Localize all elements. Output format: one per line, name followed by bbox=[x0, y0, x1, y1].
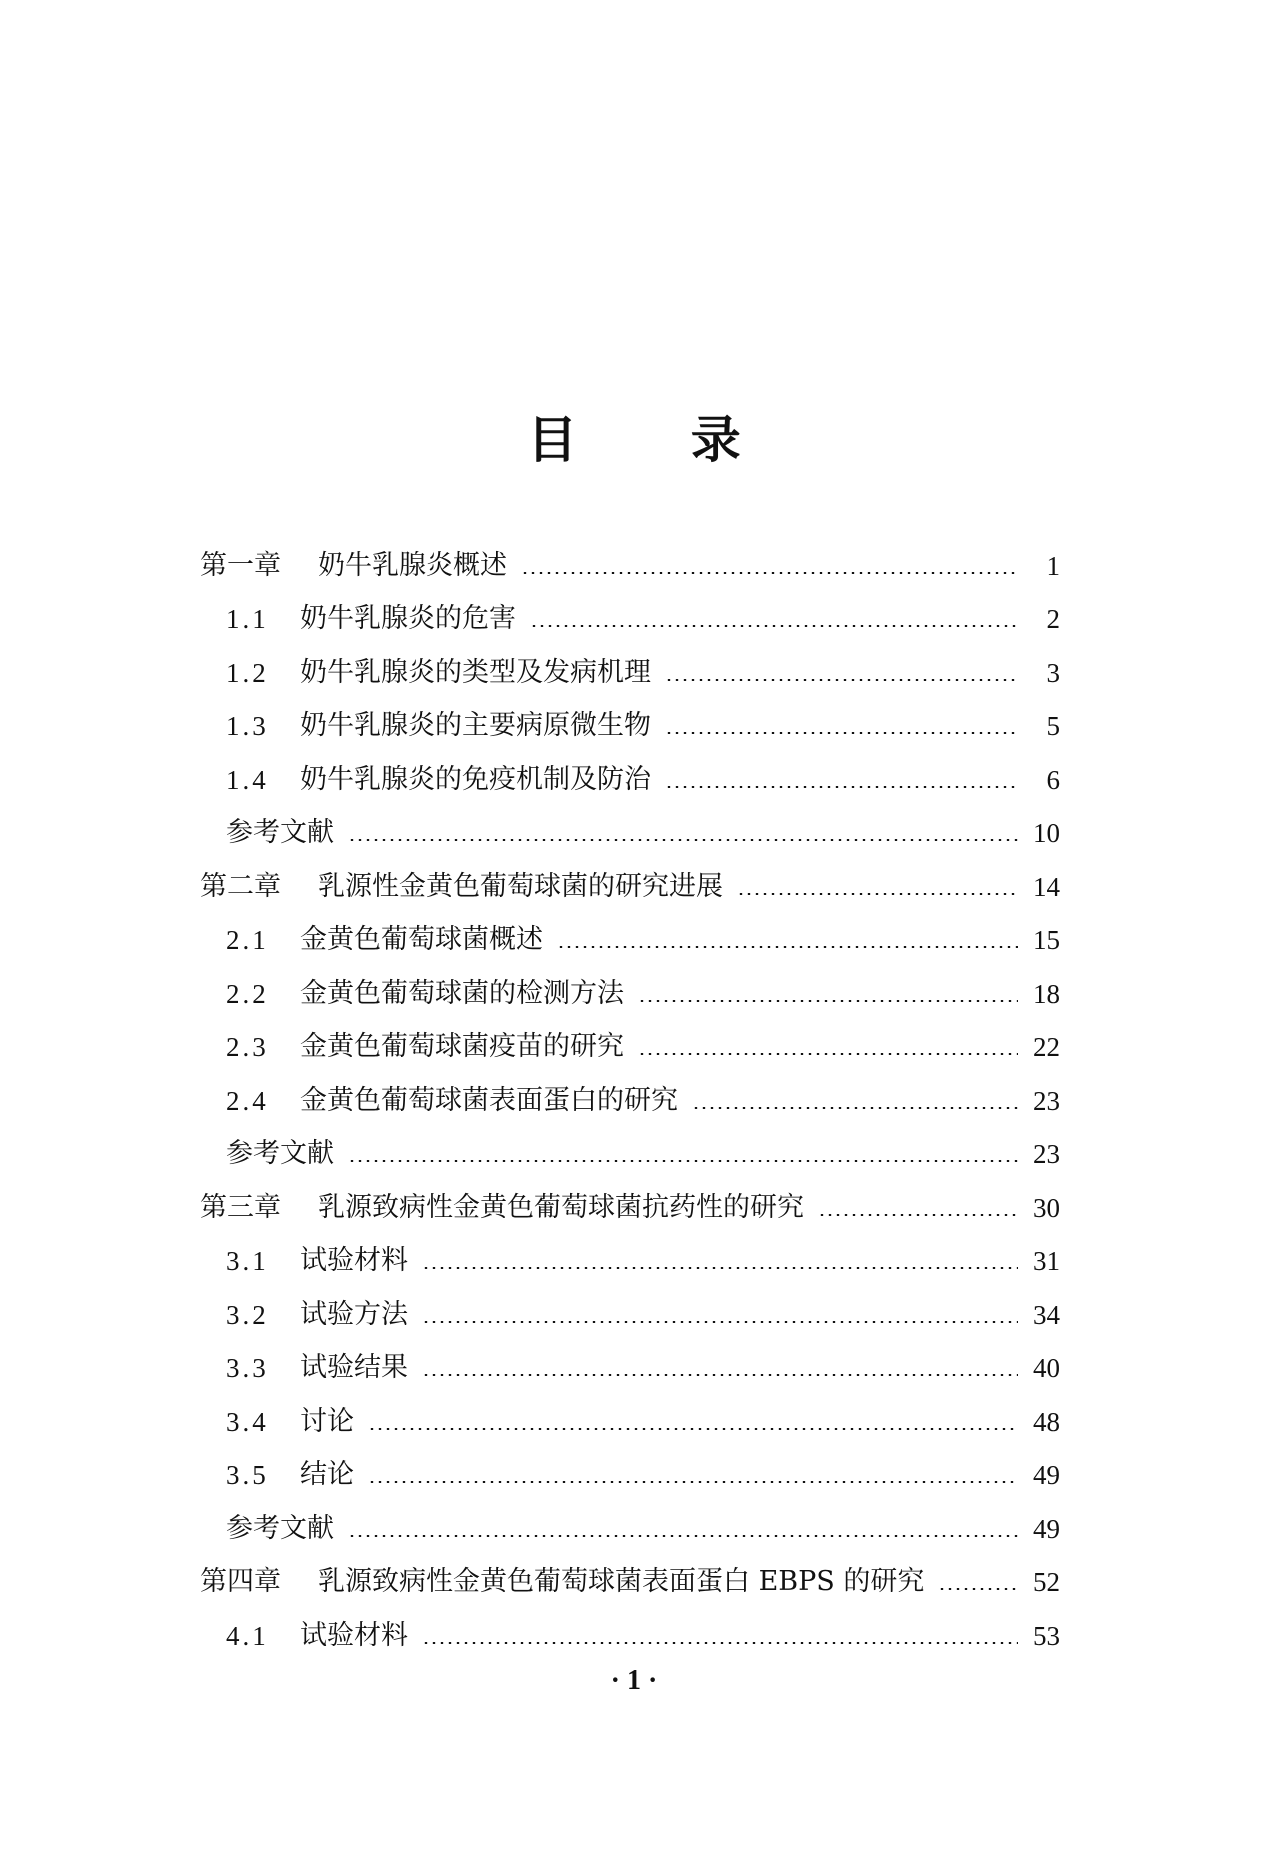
toc-chapter-entry[interactable] bbox=[200, 860, 1060, 914]
toc-entry-number: 1.3 bbox=[226, 711, 269, 742]
toc-chapter-entry[interactable] bbox=[200, 1556, 1060, 1610]
toc-section-entry[interactable] bbox=[200, 1288, 1060, 1342]
toc-section-entry[interactable] bbox=[200, 1021, 1060, 1075]
toc-dot-leader bbox=[422, 1642, 1018, 1644]
toc-entry-page: 1 bbox=[1046, 550, 1060, 581]
toc-entry-page: 10 bbox=[1033, 818, 1060, 849]
toc-dot-leader bbox=[348, 1160, 1018, 1162]
toc-entry-title: 参考文献 bbox=[226, 1138, 334, 1170]
toc-section-entry[interactable] bbox=[200, 1128, 1060, 1182]
toc-entry-title: 试验材料 bbox=[300, 1245, 408, 1277]
page-number: · 1 · bbox=[610, 1665, 658, 1696]
toc-section-entry[interactable] bbox=[200, 1502, 1060, 1556]
toc-entry-title: 乳源致病性金黄色葡萄球菌抗药性的研究 bbox=[318, 1191, 804, 1223]
toc-entry-title: 乳源致病性金黄色葡萄球菌表面蛋白 EBPS 的研究 bbox=[318, 1566, 925, 1598]
toc-entry-title: 参考文献 bbox=[226, 817, 334, 849]
toc-entry-page: 40 bbox=[1033, 1353, 1060, 1384]
toc-entry-page: 52 bbox=[1033, 1567, 1060, 1598]
toc-section-entry[interactable] bbox=[200, 1449, 1060, 1503]
toc-entry-page: 30 bbox=[1033, 1192, 1060, 1223]
toc-entry-title: 试验方法 bbox=[300, 1298, 408, 1330]
toc-entry-page: 22 bbox=[1033, 1032, 1060, 1063]
toc-entry-number: 1.4 bbox=[226, 764, 269, 795]
toc-section-entry[interactable] bbox=[200, 1395, 1060, 1449]
toc-entry-title: 结论 bbox=[300, 1459, 354, 1491]
toc-section-entry[interactable] bbox=[200, 1074, 1060, 1128]
toc-entry-page: 5 bbox=[1046, 711, 1060, 742]
page-title: 目 录 bbox=[527, 411, 789, 469]
toc-entry-number: 3.3 bbox=[226, 1353, 269, 1384]
toc-entry-number: 第二章 bbox=[200, 870, 281, 902]
toc-entry-page: 18 bbox=[1033, 978, 1060, 1009]
toc-section-entry[interactable] bbox=[200, 1609, 1060, 1663]
toc-dot-leader bbox=[665, 679, 1018, 681]
toc-entry-title: 试验结果 bbox=[300, 1352, 408, 1384]
toc-entry-title: 乳源性金黄色葡萄球菌的研究进展 bbox=[318, 870, 723, 902]
toc-entry-title: 奶牛乳腺炎的免疫机制及防治 bbox=[300, 763, 651, 795]
toc-entry-title: 金黄色葡萄球菌概述 bbox=[300, 924, 543, 956]
toc-dot-leader bbox=[422, 1267, 1018, 1269]
toc-dot-leader bbox=[422, 1374, 1018, 1376]
toc-entry-title: 试验材料 bbox=[300, 1619, 408, 1651]
toc-dot-leader bbox=[368, 1481, 1018, 1483]
toc-dot-leader bbox=[638, 1053, 1018, 1055]
toc-entry-page: 49 bbox=[1033, 1513, 1060, 1544]
toc-entry-page: 53 bbox=[1033, 1620, 1060, 1651]
toc-entry-title: 奶牛乳腺炎概述 bbox=[318, 549, 507, 581]
toc-entry-title: 奶牛乳腺炎的类型及发病机理 bbox=[300, 656, 651, 688]
toc-entry-page: 48 bbox=[1033, 1406, 1060, 1437]
toc-entry-number: 2.3 bbox=[226, 1032, 269, 1063]
toc-section-entry[interactable] bbox=[200, 1342, 1060, 1396]
toc-entry-title: 金黄色葡萄球菌的检测方法 bbox=[300, 977, 624, 1009]
toc-entry-number: 第四章 bbox=[200, 1566, 281, 1598]
toc-section-entry[interactable] bbox=[200, 593, 1060, 647]
toc-entry-number: 第一章 bbox=[200, 549, 281, 581]
toc-entry-page: 23 bbox=[1033, 1085, 1060, 1116]
toc-entry-number: 4.1 bbox=[226, 1620, 269, 1651]
toc-entry-number: 3.5 bbox=[226, 1460, 269, 1491]
toc-dot-leader bbox=[348, 1535, 1018, 1537]
toc-entry-number: 3.4 bbox=[226, 1406, 269, 1437]
toc-dot-leader bbox=[348, 839, 1018, 841]
toc-entry-page: 49 bbox=[1033, 1460, 1060, 1491]
toc-entry-title: 奶牛乳腺炎的危害 bbox=[300, 603, 516, 635]
toc-section-entry[interactable] bbox=[200, 914, 1060, 968]
toc-dot-leader bbox=[638, 1000, 1018, 1002]
toc-entry-page: 6 bbox=[1046, 764, 1060, 795]
toc-dot-leader bbox=[938, 1588, 1018, 1590]
toc-dot-leader bbox=[665, 786, 1018, 788]
toc-entry-number: 3.1 bbox=[226, 1246, 269, 1277]
toc-entry-title: 金黄色葡萄球菌疫苗的研究 bbox=[300, 1031, 624, 1063]
toc-entry-number: 第三章 bbox=[200, 1191, 281, 1223]
toc-dot-leader bbox=[665, 732, 1018, 734]
toc-section-entry[interactable] bbox=[200, 967, 1060, 1021]
toc-entry-title: 金黄色葡萄球菌表面蛋白的研究 bbox=[300, 1084, 678, 1116]
toc-section-entry[interactable] bbox=[200, 700, 1060, 754]
toc-entry-title: 讨论 bbox=[300, 1405, 354, 1437]
toc-entry-number: 2.1 bbox=[226, 925, 269, 956]
toc-dot-leader bbox=[521, 572, 1018, 574]
toc-dot-leader bbox=[737, 893, 1018, 895]
toc-chapter-entry[interactable] bbox=[200, 1181, 1060, 1235]
toc-entry-number: 2.2 bbox=[226, 978, 269, 1009]
toc-chapter-entry[interactable] bbox=[200, 539, 1060, 593]
toc-entry-page: 15 bbox=[1033, 925, 1060, 956]
toc-section-entry[interactable] bbox=[200, 646, 1060, 700]
toc-dot-leader bbox=[530, 625, 1018, 627]
toc-entry-number: 2.4 bbox=[226, 1085, 269, 1116]
toc-dot-leader bbox=[692, 1107, 1018, 1109]
toc-section-entry[interactable] bbox=[200, 753, 1060, 807]
toc-dot-leader bbox=[818, 1214, 1018, 1216]
toc-entry-page: 2 bbox=[1046, 604, 1060, 635]
toc-entry-page: 31 bbox=[1033, 1246, 1060, 1277]
toc-entry-title: 参考文献 bbox=[226, 1512, 334, 1544]
toc-section-entry[interactable] bbox=[200, 1235, 1060, 1289]
toc-entry-page: 34 bbox=[1033, 1299, 1060, 1330]
toc-entry-number: 1.1 bbox=[226, 604, 269, 635]
toc-entry-page: 3 bbox=[1046, 657, 1060, 688]
toc-dot-leader bbox=[422, 1321, 1018, 1323]
toc-entry-title: 奶牛乳腺炎的主要病原微生物 bbox=[300, 710, 651, 742]
toc-dot-leader bbox=[557, 946, 1018, 948]
toc-entry-page: 14 bbox=[1033, 871, 1060, 902]
toc-dot-leader bbox=[368, 1428, 1018, 1430]
toc-section-entry[interactable] bbox=[200, 807, 1060, 861]
toc-entry-page: 23 bbox=[1033, 1139, 1060, 1170]
table-of-contents bbox=[200, 539, 1060, 1663]
toc-entry-number: 1.2 bbox=[226, 657, 269, 688]
toc-entry-number: 3.2 bbox=[226, 1299, 269, 1330]
